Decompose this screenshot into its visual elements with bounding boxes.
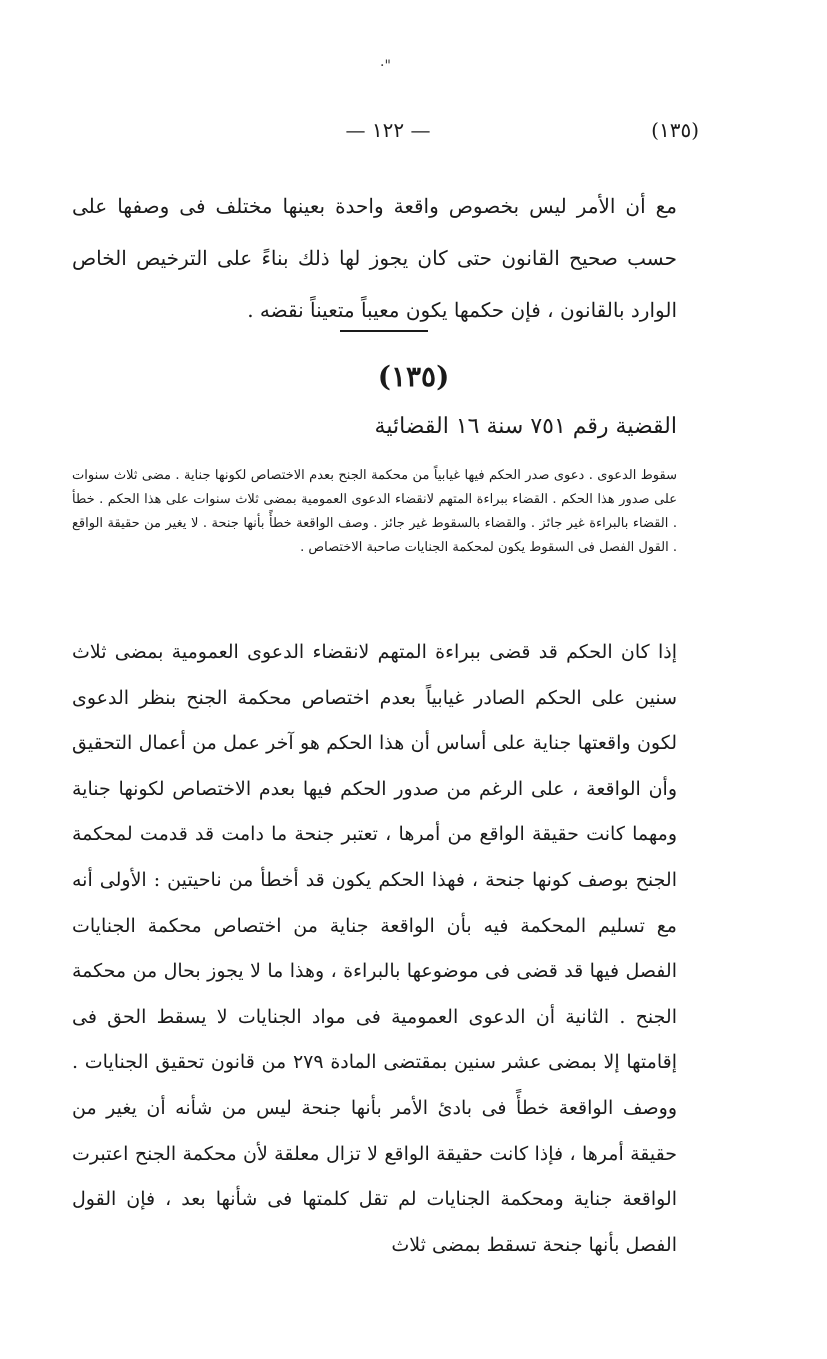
section-number-header: (١٣٥) bbox=[651, 118, 699, 142]
top-mark: ·" bbox=[380, 58, 391, 74]
case-number: (١٣٥) bbox=[377, 360, 450, 393]
case-title: القضية رقم ٧٥١ سنة ١٦ القضائية bbox=[374, 414, 677, 439]
page-number: — ١٢٢ — bbox=[345, 118, 431, 142]
intro-paragraph: مع أن الأمر ليس بخصوص واقعة واحدة بعينها مختلف فى وصفها على حسب صحيح القانون حتى كان يجوز لها ذلك بناءً على الترخيص الخاص الوارد بالقانون ، فإن حكمها يكون معيباً متعيناً نقضه . bbox=[72, 194, 677, 322]
case-summary: سقوط الدعوى . دعوى صدر الحكم فيها غيابياً من محكمة الجنح بعدم الاختصاص لكونها جناية . مضى ثلاث سنوات على صدور هذا الحكم . القضاء ببراءة المتهم لانقضاء الدعوى العمومية بمضى ثلاث سنوات على هذا الحكم . خطأ . القضاء بالبراءة غير جائز . والقضاء بالسقوط غير جائز . وصف الواقعة خطأً بأنها جنحة . لا يغير من حقيقة الواقع . القول الفصل فى السقوط يكون لمحكمة الجنايات صاحبة الاختصاص . bbox=[72, 468, 677, 555]
section-divider bbox=[340, 330, 428, 332]
case-body: إذا كان الحكم قد قضى ببراءة المتهم لانقضاء الدعوى العمومية بمضى ثلاث سنين على الحكم الصادر غيابياً بعدم اختصاص محكمة الجنح بنظر الدعوى لكون واقعتها جناية على أساس أن هذا الحكم هو آخر عمل من أعمال التحقيق وأن الواقعة ، على الرغم من صدور الحكم فيها بعدم الاختصاص لكونها جناية ومهما كانت حقيقة الواقع من أمرها ، تعتبر جنحة ما دامت قد قدمت لمحكمة الجنح بوصف كونها جنحة ، فهذا الحكم يكون قد أخطأ من ناحيتين : الأولى أنه مع تسليم المحكمة فيه بأن الواقعة جناية من اختصاص محكمة الجنايات الفصل فيها قد قضى فى موضوعها بالبراءة ، وهذا ما لا يجوز بحال من محكمة الجنح . الثانية أن الدعوى العمومية فى مواد الجنايات لا يسقط الحق فى إقامتها إلا بمضى عشر سنين بمقتضى المادة ٢٧٩ من قانون تحقيق الجنايات . ووصف الواقعة خطأً فى بادئ الأمر بأنها جنحة ليس من شأنه أن يغير من حقيقة أمرها ، فإذا كانت حقيقة الواقع لا تزال معلقة لأن محكمة الجنح اعتبرت الواقعة جناية ومحكمة الجنايات لم تقل كلمتها فى شأنها بعد ، فإن القول الفصل بأنها جنحة تسقط بمضى ثلاث bbox=[72, 641, 677, 1256]
